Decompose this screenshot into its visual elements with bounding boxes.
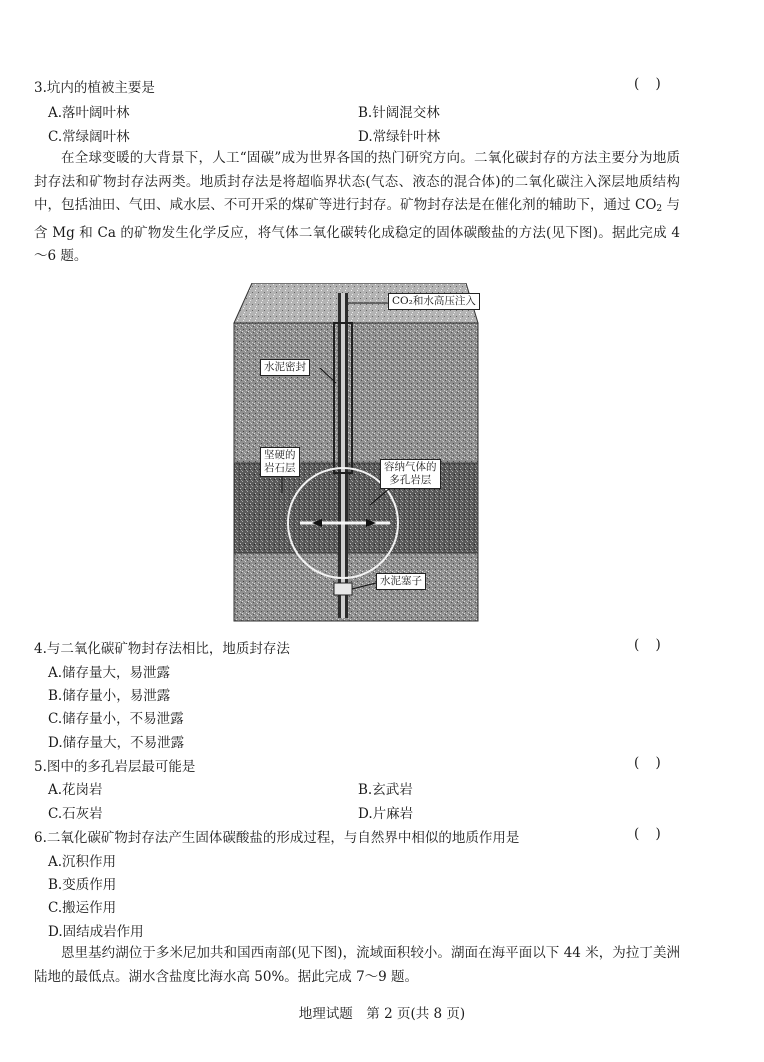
label-hard-rock-line1: 坚硬的 bbox=[264, 449, 296, 461]
label-hard-rock-layer bbox=[260, 447, 300, 477]
q6-answer-bracket: ( ) bbox=[634, 826, 667, 842]
q6-option-d: D.固结成岩作用 bbox=[48, 924, 144, 940]
passage-co2-storage bbox=[34, 147, 680, 269]
q3-answer-bracket: ( ) bbox=[634, 76, 667, 92]
cement-plug-shape bbox=[334, 583, 352, 595]
q3-option-b: B.针阔混交林 bbox=[358, 105, 440, 121]
q3-option-a: A.落叶阔叶林 bbox=[48, 105, 130, 121]
page-footer: 地理试题 第 2 页(共 8 页) bbox=[298, 1006, 466, 1022]
q6-option-b: B.变质作用 bbox=[48, 877, 117, 893]
label-cement-seal: 水泥密封 bbox=[260, 359, 310, 376]
label-porous-rock-layer bbox=[380, 459, 441, 489]
q4-option-c: C.储存量小，不易泄露 bbox=[48, 711, 184, 727]
co2-subscript: 2 bbox=[656, 204, 663, 214]
passage-text-part2: 与含 Mg 和 Ca 的矿物发生化学反应，将气体二氧化碳转化成稳定的固体碳酸盐的方法(见下图)。据此完成 4～6 题。 bbox=[34, 197, 681, 264]
q6-option-a: A.沉积作用 bbox=[48, 854, 117, 870]
label-porous-line2: 多孔岩层 bbox=[389, 474, 432, 486]
q3-option-d: D.常绿针叶林 bbox=[358, 129, 441, 145]
q6-stem: 6.二氧化碳矿物封存法产生固体碳酸盐的形成过程，与自然界中相似的地质作用是 bbox=[34, 830, 520, 846]
q5-answer-bracket: ( ) bbox=[634, 755, 667, 771]
label-hard-rock-line2: 岩石层 bbox=[264, 462, 296, 474]
label-cement-plug: 水泥塞子 bbox=[376, 573, 426, 590]
q4-stem: 4.与二氧化碳矿物封存法相比，地质封存法 bbox=[34, 641, 290, 657]
label-co2-water-injection: CO₂和水高压注入 bbox=[388, 293, 480, 310]
q4-option-d: D.储存量大，不易泄露 bbox=[48, 735, 185, 751]
q6-option-c: C.搬运作用 bbox=[48, 900, 117, 916]
upper-rock-strata bbox=[234, 323, 478, 463]
injection-well-core bbox=[341, 293, 345, 618]
q4-option-b: B.储存量小，易泄露 bbox=[48, 688, 171, 704]
passage-text-part1: 在全球变暖的大背景下，人工“固碳”成为世界各国的热门研究方向。二氧化碳封存的方法主要分为地质封存法和矿物封存法两类。地质封存法是将超临界状态(气态、液态的混合体)的二氧化碳注入深层地质结构中，包括油田、气田、咸水层、不可开采的煤矿等进行封存。矿物封存法是在催化剂的辅助下，通过 CO bbox=[34, 150, 680, 213]
q4-answer-bracket: ( ) bbox=[634, 637, 667, 653]
q5-option-c: C.石灰岩 bbox=[48, 806, 103, 822]
q5-option-b: B.玄武岩 bbox=[358, 782, 413, 798]
q3-option-c: C.常绿阔叶林 bbox=[48, 129, 130, 145]
q5-option-a: A.花岗岩 bbox=[48, 782, 103, 798]
passage-lake-enriquillo: 恩里基约湖位于多米尼加共和国西南部(见下图)，流域面积较小。湖面在海平面以下 44 米，为拉丁美洲陆地的最低点。湖水含盐度比海水高 50%。据此完成 7～9 题。 bbox=[34, 945, 680, 985]
q5-option-d: D.片麻岩 bbox=[358, 806, 414, 822]
q5-stem: 5.图中的多孔岩层最可能是 bbox=[34, 759, 196, 775]
lower-rock-strata bbox=[234, 553, 478, 621]
q3-stem: 3.坑内的植被主要是 bbox=[34, 80, 155, 96]
co2-storage-diagram bbox=[230, 283, 480, 623]
label-porous-line1: 容纳气体的 bbox=[384, 461, 437, 473]
q4-option-a: A.储存量大，易泄露 bbox=[48, 665, 171, 681]
